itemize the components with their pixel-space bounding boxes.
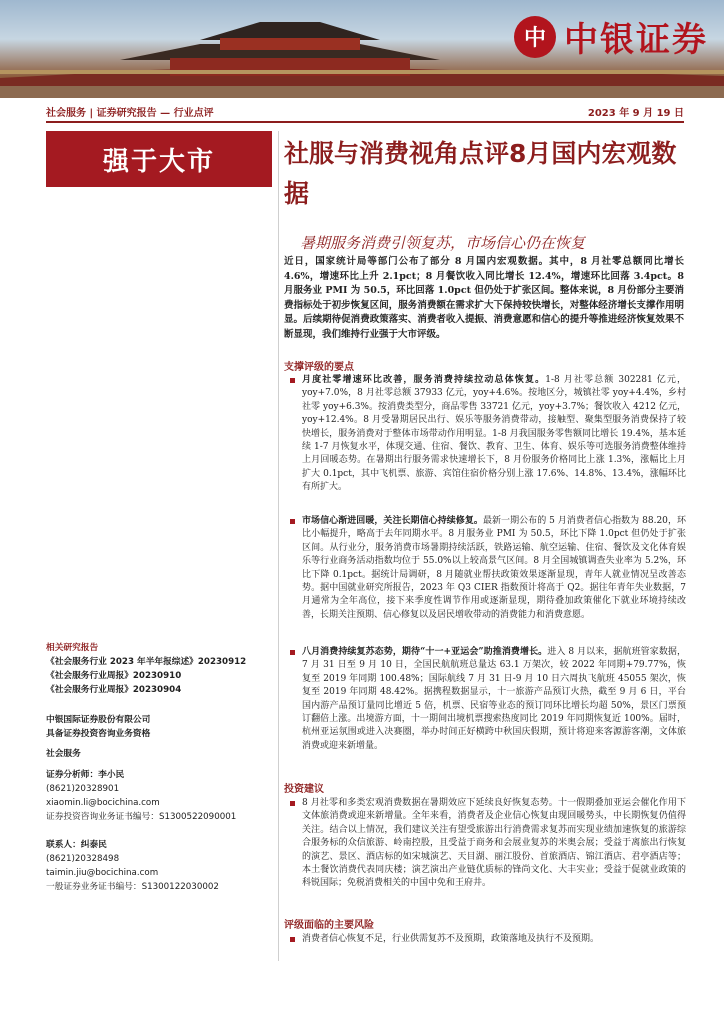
point-confidence — [290, 515, 686, 622]
contact-name: 联系人：纠泰民 — [46, 840, 107, 850]
point-text: 1-8 月社零总额 302281 亿元，yoy+7.0%，8 月社零总额 37933 亿元，yoy+4.6%。按地区分，城镇社零 yoy+4.4%，乡村社零 yoy+6.3%。按消费类型分，商品零售 33721 亿元，yoy+3.7%；餐饮收入 4212 亿元，yoy+12.4%。8 月受暑期居民出行、娱乐等服务消费带动，接触型、聚集型服务消费保持了较快增长，服务消费对于整体市场带动作用明显。1-8 月我国服务零售额同比增长 19.4%，基本延续 1-7 月恢复水平，体现交通、住宿、餐饮、教育、卫生、体育、娱乐等可选服务消费整体维持上月回暖态势。在暑期出行服务需求快速增长下，8 月份服务价格同比上涨 1.3%，涨幅比上月扩大 0.1pct，其中飞机票、旅游、宾馆住宿价格分别上涨 17.6%、14.8%、13.4%，涨幅环比有所扩大。 — [302, 375, 686, 493]
bullet-icon — [290, 650, 295, 655]
analyst-cert: 证券投资咨询业务证书编号：S1300522090001 — [46, 812, 237, 822]
point-holiday — [290, 646, 686, 753]
analyst-phone: (8621)20328901 — [46, 784, 120, 794]
column-divider — [278, 131, 279, 961]
report-category: 社会服务 | 证券研究报告 — 行业点评 — [46, 108, 214, 119]
sidebar-analyst1 — [46, 768, 274, 824]
bullet-icon — [290, 378, 295, 383]
related-report[interactable]: 《社会服务行业周报》20230910 — [46, 671, 182, 681]
sidebar-related — [46, 641, 274, 697]
sidebar-company — [46, 713, 274, 761]
summary-paragraph: 近日，国家统计局等部门公布了部分 8 月国内宏观数据。其中，8 月社零总额同比增长 4.6%，增速环比上升 2.1pct；8 月餐饮收入同比增长 12.4%，增速环比回落 3.4pct。8 月服务业 PMI 为 50.5，环比回落 1.0pct 但仍处于扩张区间。整体来说，8 月份部分主要消费指标处于初步恢复区间，服务消费额在需求扩大下保持较快增长，对整体经济增长支撑作用明显。后续期待促消费政策落实、消费者收入提振、消费意愿和信心的提升等推进经济恢复效果不断显现，我们维持行业强于大市评级。 — [284, 256, 684, 340]
analyst-email[interactable]: xiaomin.li@bocichina.com — [46, 798, 160, 808]
related-report[interactable]: 《社会服务行业周报》20230904 — [46, 685, 182, 695]
section-support-heading: 支撑评级的要点 — [284, 362, 354, 373]
point-text: 最新一期公布的 5 月消费者信心指数为 88.20，环比小幅提升，略高于去年同期水平。8 月服务业 PMI 为 50.5，环比下降 1.0pct 但仍处于扩张区间。从行业分，服务消费市场暑期持续活跃，铁路运输、航空运输、住宿、餐饮及文化体育娱乐等行业商务活动指数均位于 55.0%以上较高景气区间。8 月全国城镇调查失业率为 5.2%，环比下降 0.1pct。据统计局调研，8 月随就业帮扶政策效果逐渐显现，青年人就业情况呈改善态势。据中国就业研究所报告，2023 年 Q3 CIER 指数预计将高于 Q2。据往年青年失业数据，7 月通常为全年高位，接下来季度性调节作用或逐渐显现，期待叠加政策催化下就业环境持续改善，长期关注预期、信心修复以及居民增收带动的消费能力和消费意愿。 — [302, 516, 686, 620]
report-date: 2023 年 9 月 19 日 — [587, 108, 684, 119]
header-rule — [46, 121, 684, 123]
point-retail — [290, 374, 686, 495]
industry-label: 社会服务 — [46, 749, 81, 759]
report-meta — [46, 104, 684, 119]
risk-text: 消费者信心恢复不足，行业供需复苏不及预期，政策落地及执行不及预期。 — [302, 934, 600, 944]
company-qualification: 具备证券投资咨询业务资格 — [46, 729, 151, 739]
investment-text: 8 月社零和多类宏观消费数据在暑期效应下延续良好恢复态势。十一假期叠加亚运会催化作用下文体旅消费或迎来新增量。全年来看，消费者及企业信心恢复由现回暖势头，中长期恢复仍值得关注。结合以上情况，我们建议关注有望受旅游出行消费需求复苏而实现业绩加速恢复的旅游综合服务标的众信旅游、岭南控股，且受益于商务和会展业复苏的米奥会展；受益于离旅出行恢复的演艺、景区、酒店标的如宋城演艺、天目湖、丽江股份、首旅酒店、锦江酒店、君亭酒店等；本土餐饮消费代表同庆楼；演艺演出产业链优质标的锋尚文化、大丰实业；受益于促就业政策的科锐国际；免税消费相关的中国中免和王府井。 — [302, 798, 686, 889]
point-text: 进入 8 月以来，据航班管家数据，7 月 31 日至 9 月 10 日，全国民航航班总量达 63.1 万架次，较 2022 年同期+79.77%，恢复至 2019 年同期 100.48%；国际航线 7 月 31 日-9 月 10 日六周执飞航班 45055 架次，恢复至 2019 年同期 48.42%。据携程数据显示，十一旅游产品预订火热，截至 9 月 6 日，平台国内游产品预订量同比增近 5 倍，机票、民宿等业态的预订同环比增长均超 50%，景区门票预订翻倍上涨。出境游方面，十一期间出境机票搜索热度同比 2019 年同期恢复近 100%。届时，杭州亚运氛围或进入决赛圈，举办时间正好横跨中秋国庆假期，预计将迎来客源游客潮，文体旅消费或迎来新增量。 — [302, 647, 687, 751]
contact-phone: (8621)20328498 — [46, 854, 120, 864]
bullet-icon — [290, 801, 295, 806]
rating-badge: 强于大市 — [46, 131, 272, 187]
contact-email[interactable]: taimin.jiu@bocichina.com — [46, 868, 159, 878]
contact-cert: 一般证券业务证书编号：S1300122030002 — [46, 882, 219, 892]
point-lead: 市场信心渐进回暖，关注长期信心持续修复。 — [302, 516, 483, 526]
boc-emblem-icon: 中 — [514, 16, 556, 58]
related-heading: 相关研究报告 — [46, 643, 99, 653]
analyst-name: 证券分析师：李小民 — [46, 770, 125, 780]
section-risk-heading: 评级面临的主要风险 — [284, 920, 374, 931]
bullet-icon — [290, 937, 295, 942]
related-report[interactable]: 《社会服务行业 2023 年半年报综述》20230912 — [46, 657, 247, 667]
section-investment-heading: 投资建议 — [284, 784, 324, 795]
sidebar-analyst2 — [46, 838, 274, 894]
point-lead: 月度社零增速环比改善，服务消费持续拉动总体恢复。 — [302, 375, 546, 385]
report-title: 社服与消费视角点评8月国内宏观数据 — [284, 139, 677, 208]
point-lead: 八月消费持续复苏态势，期待“十一+亚运会”助推消费增长。 — [302, 647, 548, 657]
report-subtitle: 暑期服务消费引领复苏，市场信心仍在恢复 — [300, 234, 586, 252]
investment-advice — [290, 797, 686, 891]
boci-logo — [514, 12, 708, 61]
header-banner — [0, 0, 724, 98]
bullet-icon — [290, 519, 295, 524]
logo-text: 中银证券 — [564, 20, 708, 60]
company-name: 中银国际证券股份有限公司 — [46, 715, 151, 725]
risk-item — [290, 933, 686, 946]
